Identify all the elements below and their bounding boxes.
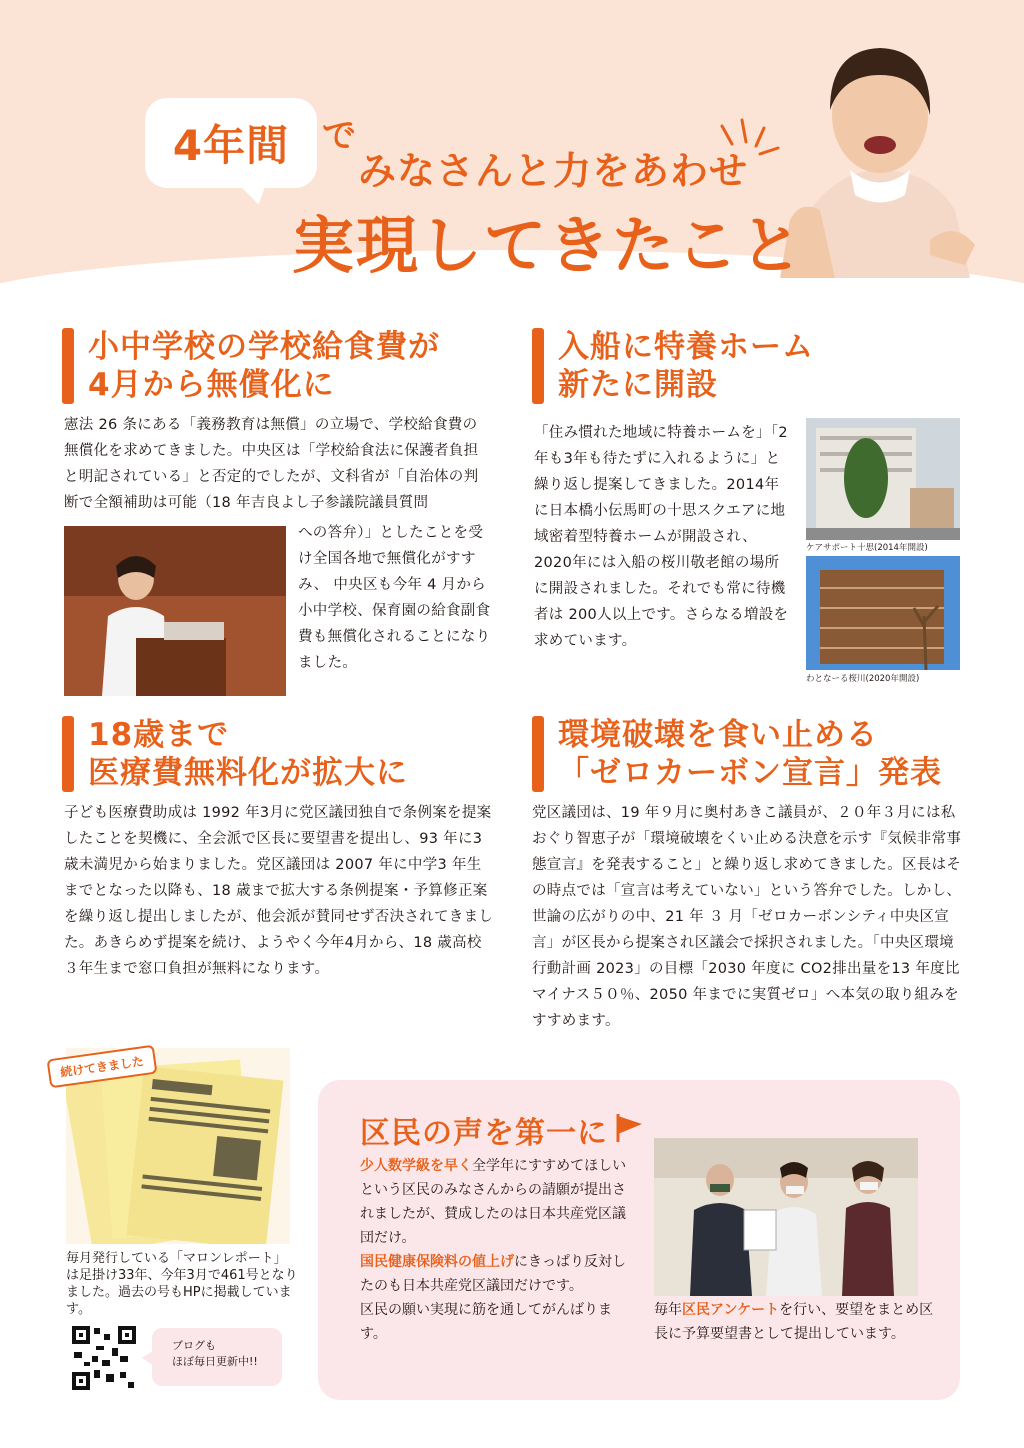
lunch-text-side: への答弁）」としたことを受け全国各地で無償化がすすみ、 中央区も今年 4 月から小中学校、保育園の給食副食費も無償化されることになりました。 (298, 525, 491, 671)
section-heading-nursing (532, 328, 814, 404)
section-heading-lunch (62, 328, 440, 404)
heading-bar (62, 328, 74, 404)
header-particle: で (322, 116, 356, 156)
header-bubble: 4年間 (145, 98, 317, 188)
qr-code-icon[interactable] (72, 1326, 136, 1390)
page-title: 実現してきたこと (292, 209, 805, 282)
petition-photo (654, 1138, 918, 1296)
voice-text-2: にきっぱり反対したのも日本共産党区議団だけです。 (360, 1254, 626, 1294)
reports-tag: 続けてきました (47, 1045, 158, 1089)
header-subtitle: みなさんと力をあわせ (358, 149, 749, 193)
blog-note-text: ブログも ほぼ毎日更新中!! (172, 1339, 258, 1368)
medical-text: 子ども医療費助成は 1992 年3月に党区議団独自で条例案を提案したことを契機に、全会派で区長に要望書を提出し、93 年に3歳未満児から始まりました。党区議団は 2007 年に中学3 年生までとなった以降も、18 歳まで拡大する条例提案・予算修正案を繰り返し提出しましたが、他会派が賛同せず否決されてきました。あきらめず提案を続け、ようやく今年4月から、18 歳高校３年生まで窓口負担が無料になります。 (64, 805, 494, 977)
section-heading-medical (62, 716, 408, 792)
zero-carbon-text: 党区議団は、19 年９月に奥村あきこ議員が、２０年３月には私おぐり智恵子が「環境破壊をくい止める決意を示す『気候非常事態宣言』を発表すること」と繰り返し求めてきました。区長はその時点では「宣言は考えていない」という答弁でした。しかし、世論の広がりの中、21 年 ３ 月「ゼロカーボンシティ中央区宣言」が区長から提案され区議会で採択されました。「中央区環境行動計画 2023」の目標「2030 年度に CO2排出量を13 年度比マイナス５０％、2050 年までに実質ゼロ」へ本気の取り組みをすすめます。 (532, 805, 962, 1029)
highlight-survey: 区民アンケート (682, 1302, 780, 1318)
heading-bar (532, 716, 544, 792)
lunch-text-top: 憲法 26 条にある「義務教育は無償」の立場で、学校給食費の無償化を求めてきました。中央区は「学校給食法に保護者負担と明記されている」と否定的でしたが、文科省が「自治体の判断で全額補助は可能（18 年吉良よし子参議院議員質問 (64, 417, 479, 511)
highlight-insurance: 国民健康保険料の値上げ (360, 1254, 514, 1270)
section-heading-zero-carbon (532, 716, 942, 792)
burst-lines-icon (712, 118, 782, 178)
voice-caption-post: を行い、要望をまとめ区長に予算要望書として提出しています。 (654, 1302, 934, 1342)
voice-text (360, 1154, 632, 1346)
voice-title: 区民の声を第一に (360, 1116, 608, 1151)
reports-caption: 毎月発行している「マロンレポート」は足掛け33年、今年3月で461号となりました。過去の号もHPに掲載しています。 (66, 1251, 298, 1317)
nursing-text: 「住み慣れた地域に特養ホームを」「2年も3年も待たずに入れるように」と繰り返し提案してきました。2014年に日本橋小伝馬町の十思スクエアに地域密着型特養ホームが開設され、2020年には入船の桜川敬老館の場所に開設されました。それでも常に待機者は 200人以上です。さらなる増設を求めています。 (534, 425, 789, 649)
care-support-photo (806, 418, 960, 540)
blog-note (152, 1328, 282, 1386)
watonaru-photo (806, 556, 960, 670)
voice-caption (654, 1298, 934, 1346)
section-title: 18歳まで 医療費無料化が拡大に (88, 717, 408, 791)
section-title: 入船に特養ホーム 新たに開設 (558, 329, 814, 403)
flag-icon (612, 1110, 646, 1144)
voice-caption-pre: 毎年 (654, 1302, 682, 1318)
podium-photo (64, 526, 286, 696)
section-title: 環境破壊を食い止める 「ゼロカーボン宣言」発表 (558, 717, 942, 791)
heading-bar (532, 328, 544, 404)
caption-care-support: ケアサポート十思(2014年開設) (806, 543, 928, 553)
caption-watonaru: わとなーる桜川(2020年開設) (806, 674, 920, 684)
highlight-small-class: 少人数学級を早く (360, 1158, 472, 1174)
section-title: 小中学校の学校給食費が 4月から無償化に (88, 329, 440, 403)
heading-bar (62, 716, 74, 792)
voice-text-1: 全学年にすすめてほしいという区民のみなさんからの請願が提出されましたが、賛成したのは日本共産党区議団だけ。 (360, 1158, 627, 1246)
voice-text-3: 区民の願い実現に筋を通してがんばります。 (360, 1302, 612, 1342)
councilor-photo (780, 20, 980, 278)
